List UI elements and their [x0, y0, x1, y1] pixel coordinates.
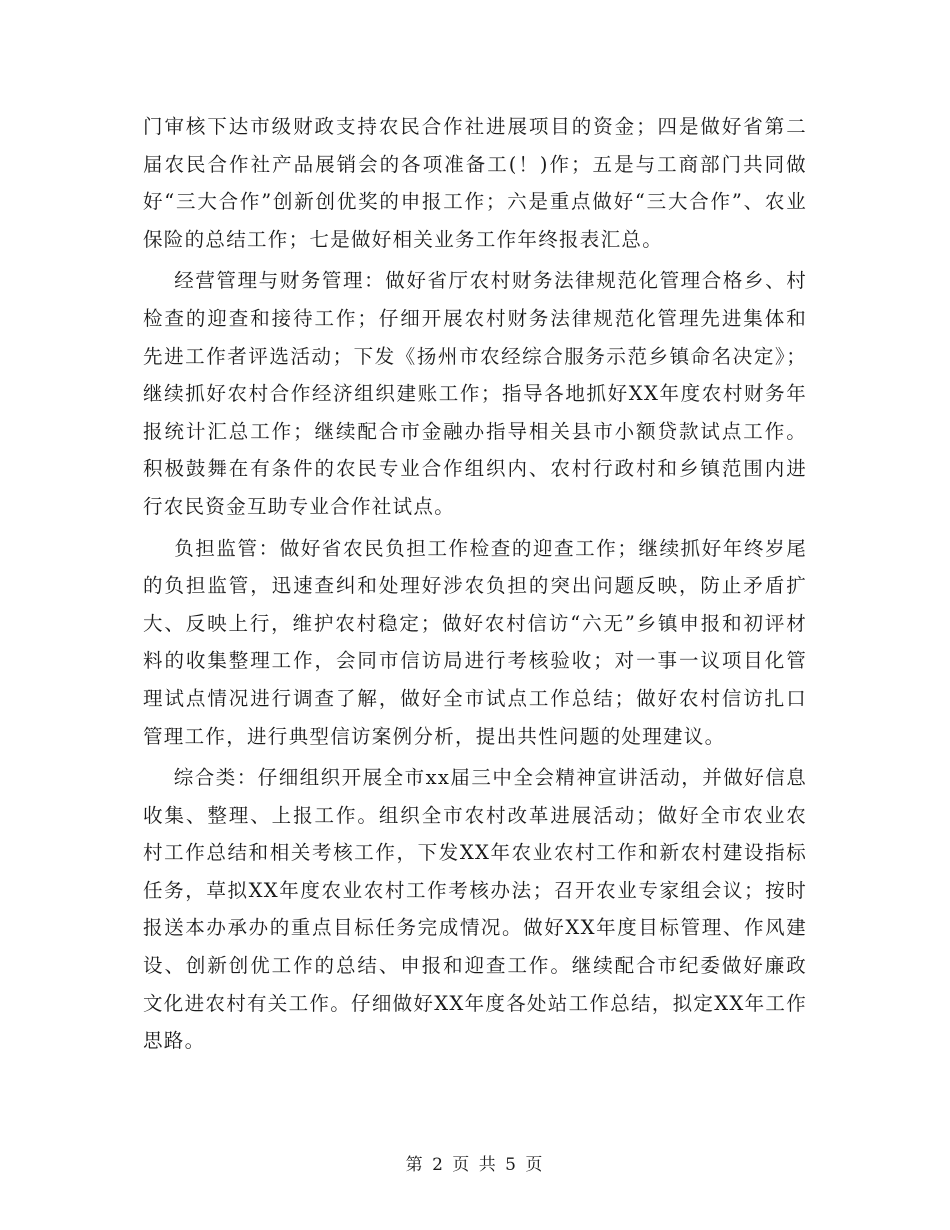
paragraph-finance-management: 经营管理与财务管理：做好省厅农村财务法律规范化管理合格乡、村检查的迎查和接待工作；仔细开展农村财务法律规范化管理先进集体和先进工作者评选活动；下发《扬州市农经综合服务示范乡镇命名决定》；继续抓好农村合作经济组织建账工作；指导各地抓好XX年度农村财务年报统计汇总工作；继续配合市金融办指导相关县市小额贷款试点工作。积极鼓舞在有条件的农民专业合作组织内、农村行政村和乡镇范围内进行农民资金互助专业合作社试点。 — [143, 269, 807, 518]
document-body — [143, 108, 807, 1064]
paragraph-burden-supervision: 负担监管：做好省农民负担工作检查的迎查工作；继续抓好年终岁尾的负担监管，迅速查纠和处理好涉农负担的突出问题反映，防止矛盾扩大、反映上行，维护农村稳定；做好农村信访“六无”乡镇申报和初评材料的收集整理工作，会同市信访局进行考核验收；对一事一议项目化管理试点情况进行调查了解，做好全市试点工作总结；做好农村信访扎口管理工作，进行典型信访案例分析，提出共性问题的处理建议。 — [143, 536, 807, 748]
page-number-footer: 第 2 页 共 5 页 — [405, 1155, 545, 1175]
paragraph-cooperatives: 门审核下达市级财政支持农民合作社进展项目的资金；四是做好省第二届农民合作社产品展销会的各项准备工(！)作；五是与工商部门共同做好“三大合作”创新创优奖的申报工作；六是重点做好“三大合作”、农业保险的总结工作；七是做好相关业务工作年终报表汇总。 — [143, 115, 807, 251]
paragraph-comprehensive: 综合类：仔细组织开展全市xx届三中全会精神宣讲活动，并做好信息收集、整理、上报工作。组织全市农村改革进展活动；做好全市农业农村工作总结和相关考核工作，下发XX年农业农村工作和新农村建设指标任务，草拟XX年度农业农村工作考核办法；召开农业专家组会议；按时报送本办承办的重点目标任务完成情况。做好XX年度目标管理、作风建设、创新创优工作的总结、申报和迎查工作。继续配合市纪委做好廉政文化进农村有关工作。仔细做好XX年度各处站工作总结，拟定XX年工作思路。 — [143, 766, 807, 1053]
